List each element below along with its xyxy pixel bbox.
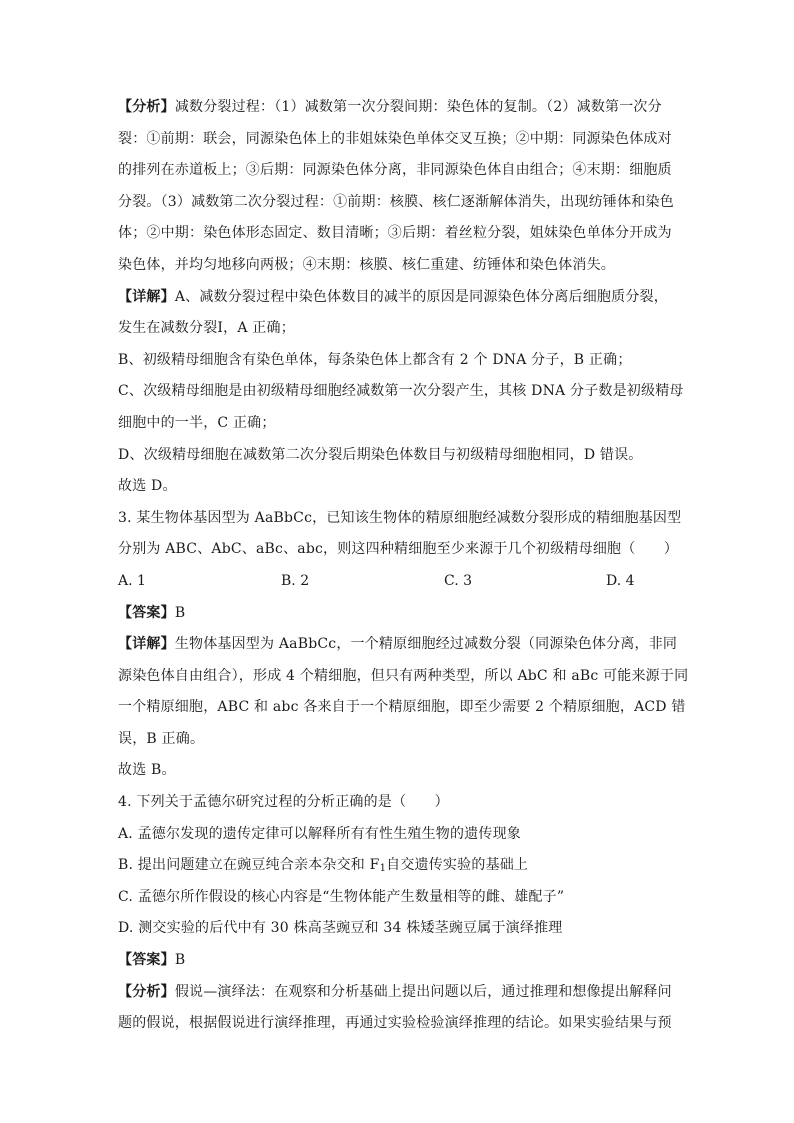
option-d: D. 测交实验的后代中有 30 株高茎豌豆和 34 株矮茎豌豆属于演绎推理: [118, 920, 563, 937]
detail-text: 生物体基因型为 AaBbCc，一个精原细胞经过减数分裂（同源染色体分离，非同: [174, 636, 678, 653]
detail-text: A、减数分裂过程中染色体数目的减半的原因是同源染色体分离后细胞质分裂，: [174, 288, 668, 305]
analysis-tag: 【分析】: [118, 983, 175, 1000]
detail-line: C、次级精母细胞是由初级精母细胞经减数第一次分裂产生，其核 DNA 分子数是初级精母: [118, 383, 684, 400]
analysis-line: 染色体，并均匀地移向两极；④末期：核膜、核仁重建、纺锤体和染色体消失。: [118, 256, 615, 273]
answer-value: B: [174, 952, 186, 969]
analysis-line: 的排列在赤道板上；③后期：同源染色体分离，非同源染色体自由组合；④末期：细胞质: [118, 162, 672, 179]
question-3-detail: 误，B 正确。: [118, 730, 205, 747]
question-4-stem: 4. 下列关于孟德尔研究过程的分析正确的是（ ）: [118, 794, 449, 811]
answer-value: B: [174, 604, 186, 621]
option-b-text-rest: 自交遗传实验的基础上: [386, 857, 529, 874]
option-a: A. 孟德尔发现的遗传定律可以解释所有有性生殖生物的遗传现象: [118, 825, 522, 842]
question-3-options: [118, 566, 678, 598]
question-4-analysis: 题的假说，根据假说进行演绎推理，再通过实验检验演绎推理的结论。如果实验结果与预: [118, 1015, 672, 1032]
detail-tag: 【详解】: [118, 636, 175, 653]
question-4-answer: [118, 945, 678, 977]
analysis-text: 假说—演绎法：在观察和分析基础上提出问题以后，通过推理和想像提出解释问: [174, 983, 672, 1000]
detail-line: D、次级精母细胞在减数第二次分裂后期染色体数目与初级精母细胞相同，D 错误。: [118, 446, 643, 463]
question-3-answer: [118, 598, 678, 630]
option-d: D. 4: [606, 572, 635, 589]
analysis-line: 体；②中期：染色体形态固定、数目清晰；③后期：着丝粒分裂，姐妹染色单体分开成为: [118, 225, 672, 242]
question-4-analysis: [118, 977, 678, 1009]
detail-tag: 【详解】: [118, 288, 175, 305]
detail-line: 细胞中的一半，C 正确；: [118, 414, 276, 431]
detail-line: 发生在减数分裂Ⅰ，A 正确；: [118, 320, 295, 337]
option-c: C. 孟德尔所作假设的核心内容是“生物体能产生数量相等的雌、雄配子”: [118, 888, 565, 905]
option-b: B. 2: [281, 572, 310, 589]
detail-line: B、初级精母细胞含有染色单体，每条染色体上都含有 2 个 DNA 分子，B 正确；: [118, 351, 632, 368]
analysis-line: 分裂。（3）减数第二次分裂过程：①前期：核膜、核仁逐渐解体消失，出现纺锤体和染色: [118, 193, 674, 210]
detail-line: [118, 282, 678, 314]
option-b: [118, 850, 678, 882]
question-3-conclusion: 故选 B。: [118, 762, 176, 779]
analysis-line: 裂：①前期：联会，同源染色体上的非姐妹染色单体交叉互换；②中期：同源染色体成对: [118, 130, 672, 147]
option-b-text: B. 提出问题建立在豌豆纯合亲本杂交和 F: [118, 857, 380, 874]
question-3-detail: [118, 629, 678, 661]
question-3-detail: 源染色体自由组合），形成 4 个精细胞，但只有两种类型，所以 AbC 和 aBc 可能来源于同: [118, 667, 689, 684]
question-3-stem: 分别为 ABC、AbC、aBc、abc，则这四种精细胞至少来源于几个初级精母细胞（ ）: [118, 541, 679, 558]
analysis-text: 减数分裂过程：（1）减数第一次分裂间期：染色体的复制。（2）减数第一次分: [174, 99, 662, 115]
detail-conclusion: 故选 D。: [118, 478, 177, 495]
answer-tag: 【答案】: [118, 952, 175, 969]
answer-tag: 【答案】: [118, 604, 175, 621]
option-b-subscript: 1: [379, 863, 387, 875]
question-3-detail: 一个精原细胞，ABC 和 abc 各来自于一个精原细胞，即至少需要 2 个精原细胞，ACD 错: [118, 699, 686, 716]
analysis-line: [118, 92, 678, 124]
option-a: A. 1: [118, 572, 146, 589]
question-3-stem: 3. 某生物体基因型为 AaBbCc，已知该生物体的精原细胞经减数分裂形成的精细胞基因型: [118, 509, 682, 526]
option-c: C. 3: [444, 572, 473, 589]
analysis-tag: 【分析】: [118, 99, 175, 115]
document-page: [118, 92, 689, 1040]
